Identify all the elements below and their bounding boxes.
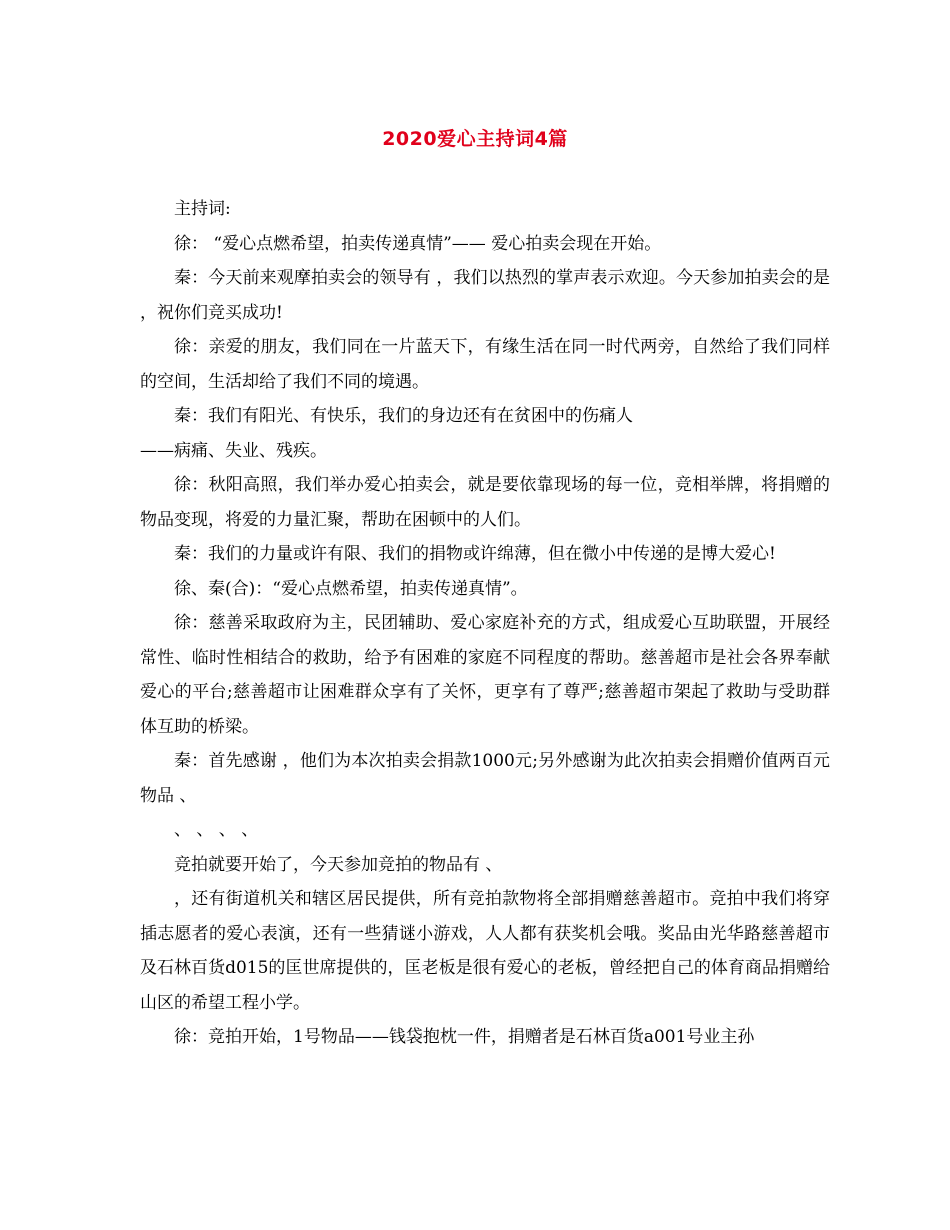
- paragraph: 主持词:: [174, 199, 231, 219]
- paragraph: 秦：今天前来观摩拍卖会的领导有 ，我们以热烈的掌声表示欢迎。今天参加拍卖会的是 ，祝你们竞买成功!: [140, 268, 830, 323]
- paragraph: 徐：慈善采取政府为主，民团辅助、爱心家庭补充的方式，组成爱心互助联盟，开展经常性、临时性相结合的救助，给予有困难的家庭不同程度的帮助。慈善超市是社会各界奉献爱心的平台;慈善超市让困难群众享有了关怀，更享有了尊严;慈善超市架起了救助与受助群体互助的桥梁。: [140, 613, 830, 737]
- paragraph: 徐、秦(合)：“爱心点燃希望，拍卖传递真情”。: [174, 578, 528, 599]
- paragraph: ，还有街道机关和辖区居民提供，所有竞拍款物将全部捐赠慈善超市。竞拍中我们将穿插志愿者的爱心表演，还有一些猜谜小游戏，人人都有获奖机会哦。奖品由光华路慈善超市及石林百货d015的匡世席提供的，匡老板是很有爱心的老板，曾经把自己的体育商品捐赠给山区的希望工程小学。: [140, 889, 830, 1013]
- paragraph: 竞拍就要开始了，今天参加竞拍的物品有 、: [174, 854, 503, 875]
- paragraph: ——病痛、失业、残疾。: [140, 440, 327, 461]
- document-title: 2020爱心主持词4篇: [382, 128, 568, 150]
- paragraph: 秦：我们有阳光、有快乐，我们的身边还有在贫困中的伤痛人: [174, 406, 633, 426]
- paragraph: 徐：竞拍开始，1号物品——钱袋抱枕一件，捐赠者是石林百货a001号业主孙: [174, 1027, 755, 1047]
- paragraph: 秦：首先感谢 ，他们为本次拍卖会捐款1000元;另外感谢为此次拍卖会捐赠价值两百元物品 、: [140, 751, 830, 806]
- paragraph: 徐：秋阳高照，我们举办爱心拍卖会，就是要依靠现场的每一位，竞相举牌，将捐赠的物品变现，将爱的力量汇聚，帮助在困顿中的人们。: [140, 475, 830, 530]
- document-body: [140, 192, 830, 1055]
- paragraph: 、 、 、 、: [174, 820, 259, 840]
- paragraph: 徐： “爱心点燃希望，拍卖传递真情”—— 爱心拍卖会现在开始。: [174, 233, 662, 254]
- paragraph: 徐：亲爱的朋友，我们同在一片蓝天下，有缘生活在同一时代两旁，自然给了我们同样的空间，生活却给了我们不同的境遇。: [140, 337, 830, 392]
- paragraph: 秦：我们的力量或许有限、我们的捐物或许绵薄，但在微小中传递的是博大爱心!: [174, 544, 776, 564]
